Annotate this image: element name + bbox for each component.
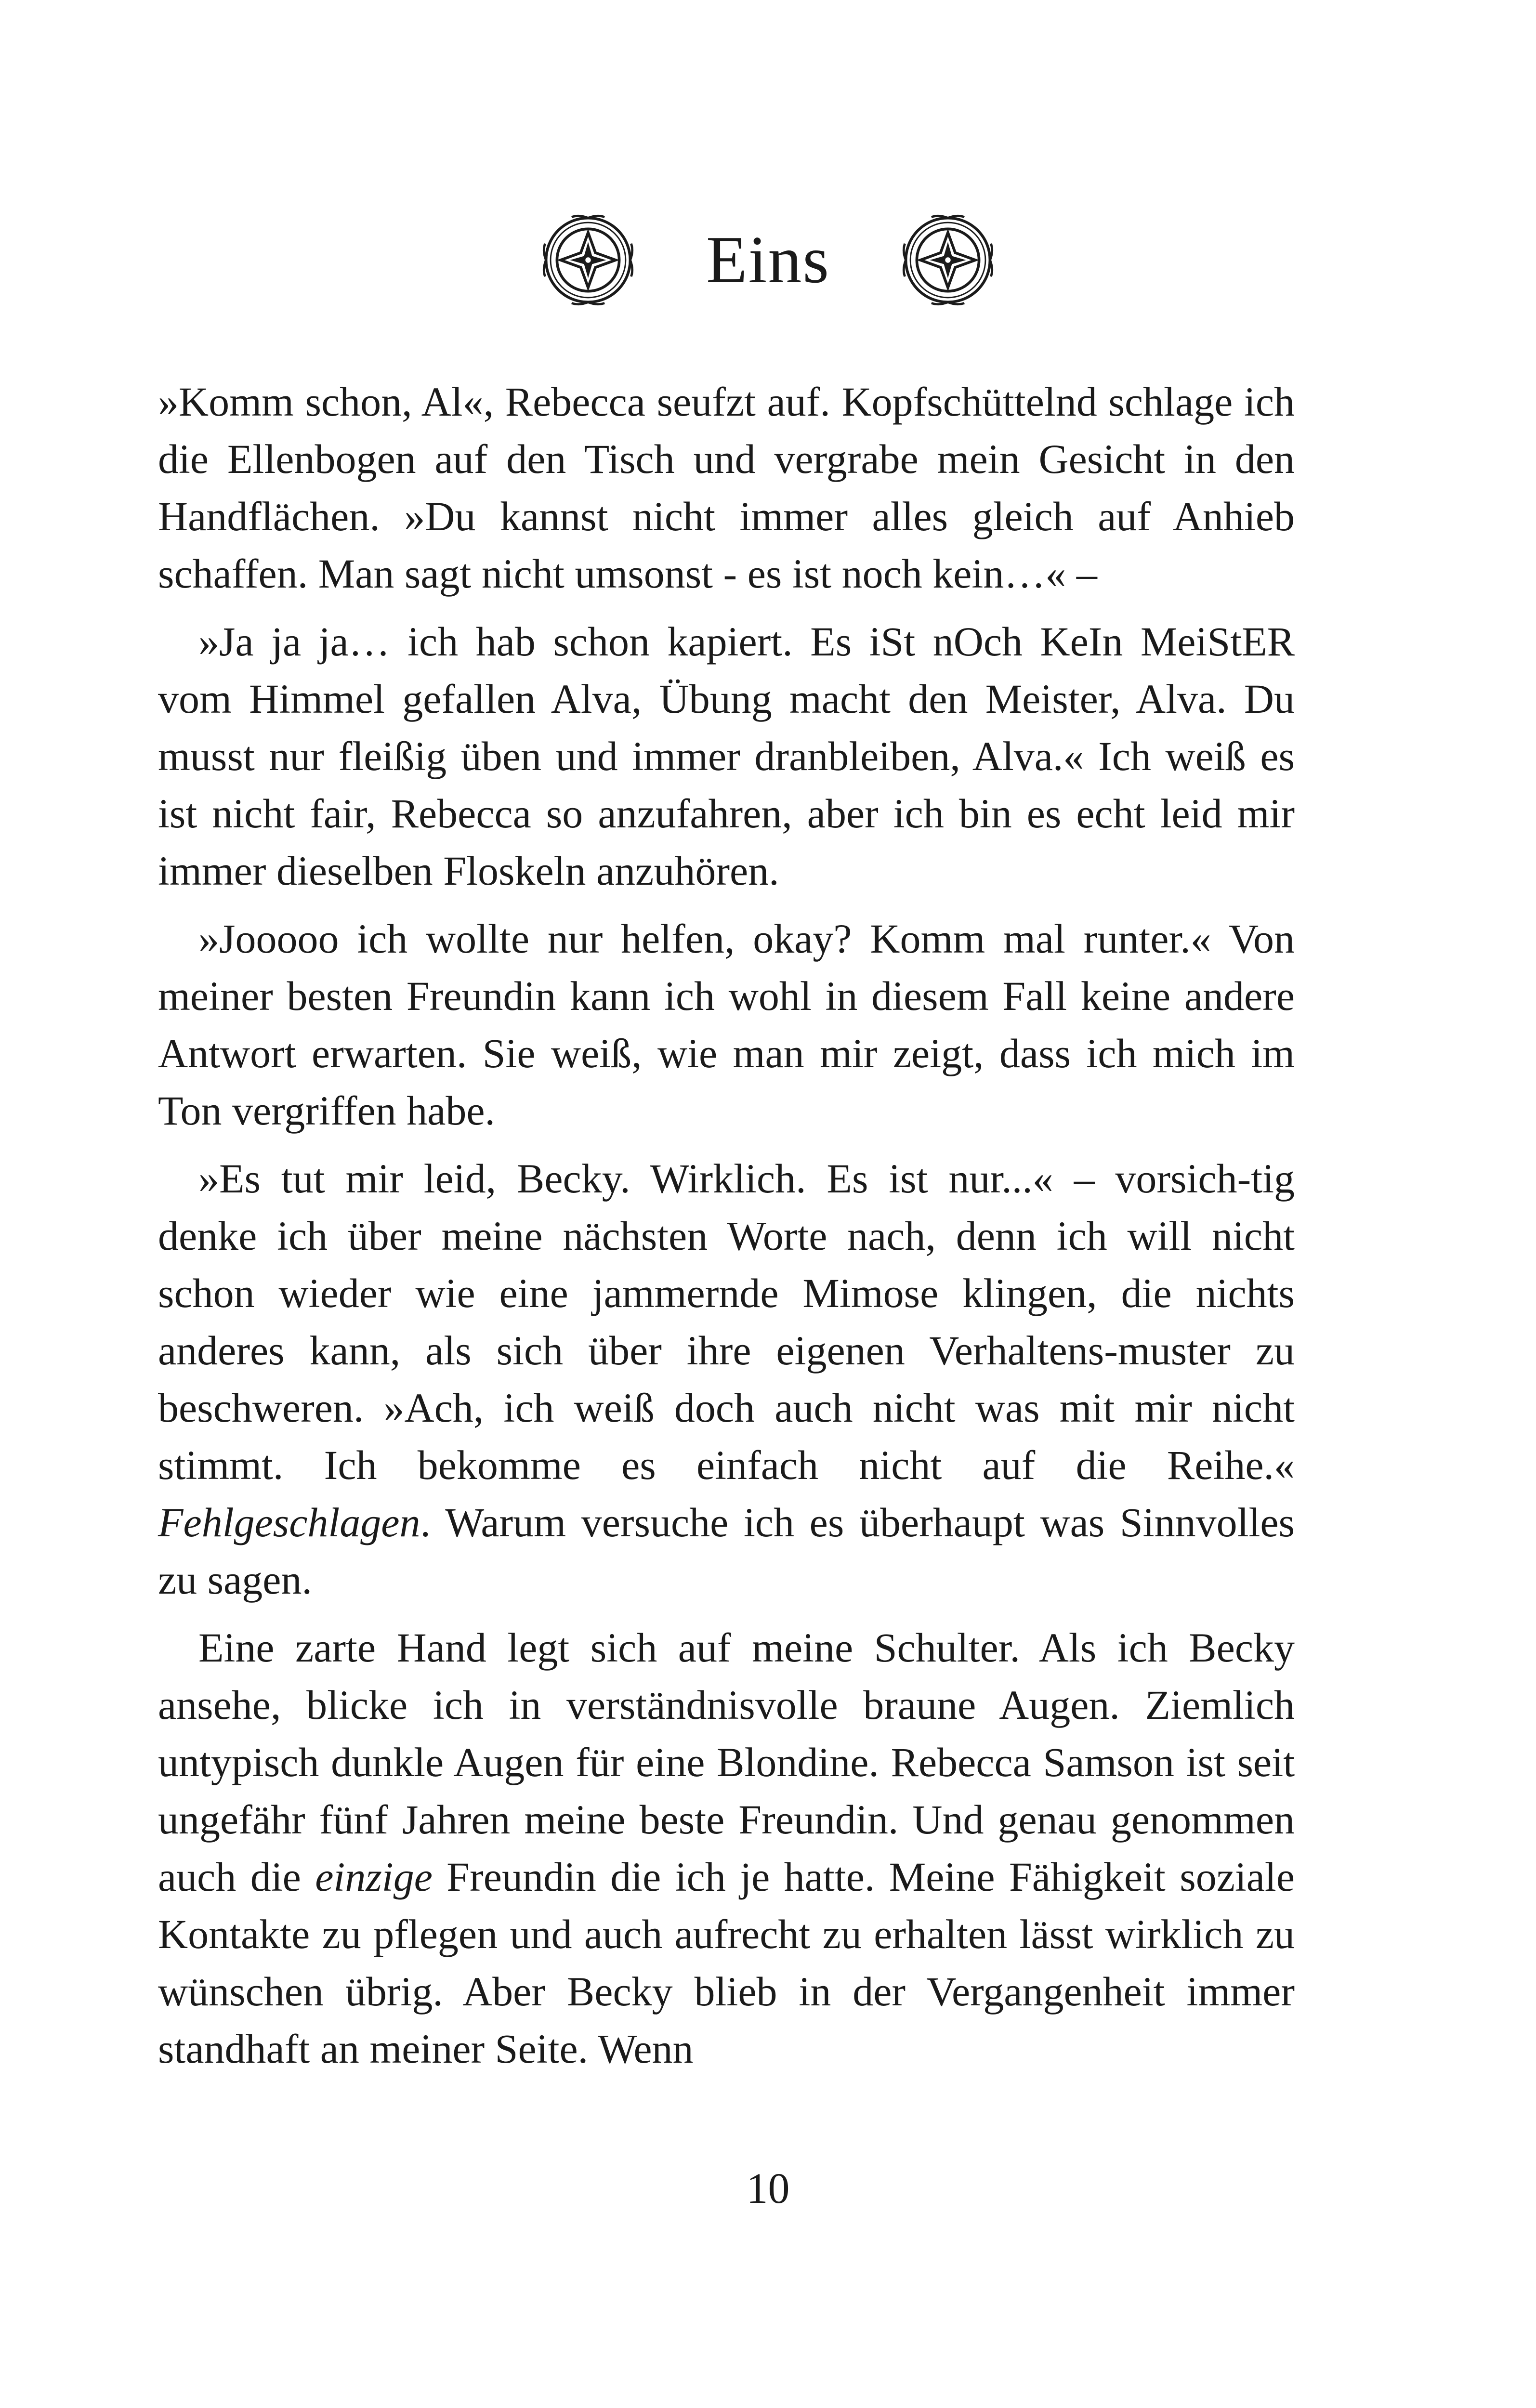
paragraph xyxy=(158,1619,1295,2078)
chapter-heading xyxy=(0,193,1536,327)
paragraph-text: . Warum versuche ich es überhaupt was Sinnvolles zu sagen. xyxy=(158,1499,1295,1603)
emphasized-word: Fehlgeschlagen xyxy=(158,1499,420,1545)
chapter-body xyxy=(158,373,1295,2088)
paragraph xyxy=(158,1150,1295,1609)
paragraph: »Komm schon, Al«, Rebecca seufzt auf. Kopfschüttelnd schlage ich die Ellenbogen auf den Tisch und vergrabe mein Gesicht in den Handflächen. »Du kannst nicht immer alles gleich auf Anhieb schaffen. Man sagt nicht umsonst - es ist noch kein…« – xyxy=(158,379,1295,597)
rosette-ornament-icon xyxy=(542,214,634,306)
rosette-ornament-icon xyxy=(902,214,994,306)
chapter-title: Eins xyxy=(706,222,830,297)
emphasized-word: einzige xyxy=(315,1854,433,1900)
paragraph-text: »Es tut mir leid, Becky. Wirklich. Es ist nur...« – vorsich-tig denke ich über meine nächsten Worte nach, denn ich will nicht schon wieder wie eine jammernde Mimose klingen, die nichts anderes kann, als sich über ihre eigenen Verhaltens-muster zu beschweren. »Ach, ich weiß doch auch nicht was mit mir nicht stimmt. Ich bekomme es einfach nicht auf die Reihe.« xyxy=(158,1155,1295,1488)
paragraph-text: Freundin die ich je hatte. Meine Fähigkeit soziale Kontakte zu pflegen und auch aufrecht zu erhalten lässt wirklich zu wünschen übrig. Aber Becky blieb in der Vergangenheit immer standhaft an meiner Seite. Wenn xyxy=(158,1854,1295,2072)
paragraph-text: Eine zarte Hand legt sich auf meine Schulter. Als ich Becky ansehe, blicke ich in verständnisvolle braune Augen. Ziemlich untypisch dunkle Augen für eine Blondine. Rebecca Samson ist seit ungefähr fünf Jahren meine beste Freundin. Und genau genommen auch die xyxy=(158,1624,1295,1900)
page-number: 10 xyxy=(746,2165,790,2212)
paragraph: »Jooooo ich wollte nur helfen, okay? Komm mal runter.« Von meiner besten Freundin kann ich wohl in diesem Fall keine andere Antwort erwarten. Sie weiß, wie man mir zeigt, dass ich mich im Ton vergriffen habe. xyxy=(158,916,1295,1134)
paragraph: »Ja ja ja… ich hab schon kapiert. Es iSt nOch KeIn MeiStER vom Himmel gefallen Alva, Übung macht den Meister, Alva. Du musst nur fleißig üben und immer dranbleiben, Alva.« Ich weiß es ist nicht fair, Rebecca so anzufahren, aber ich bin es echt leid mir immer dieselben Floskeln anzuhören. xyxy=(158,618,1295,894)
